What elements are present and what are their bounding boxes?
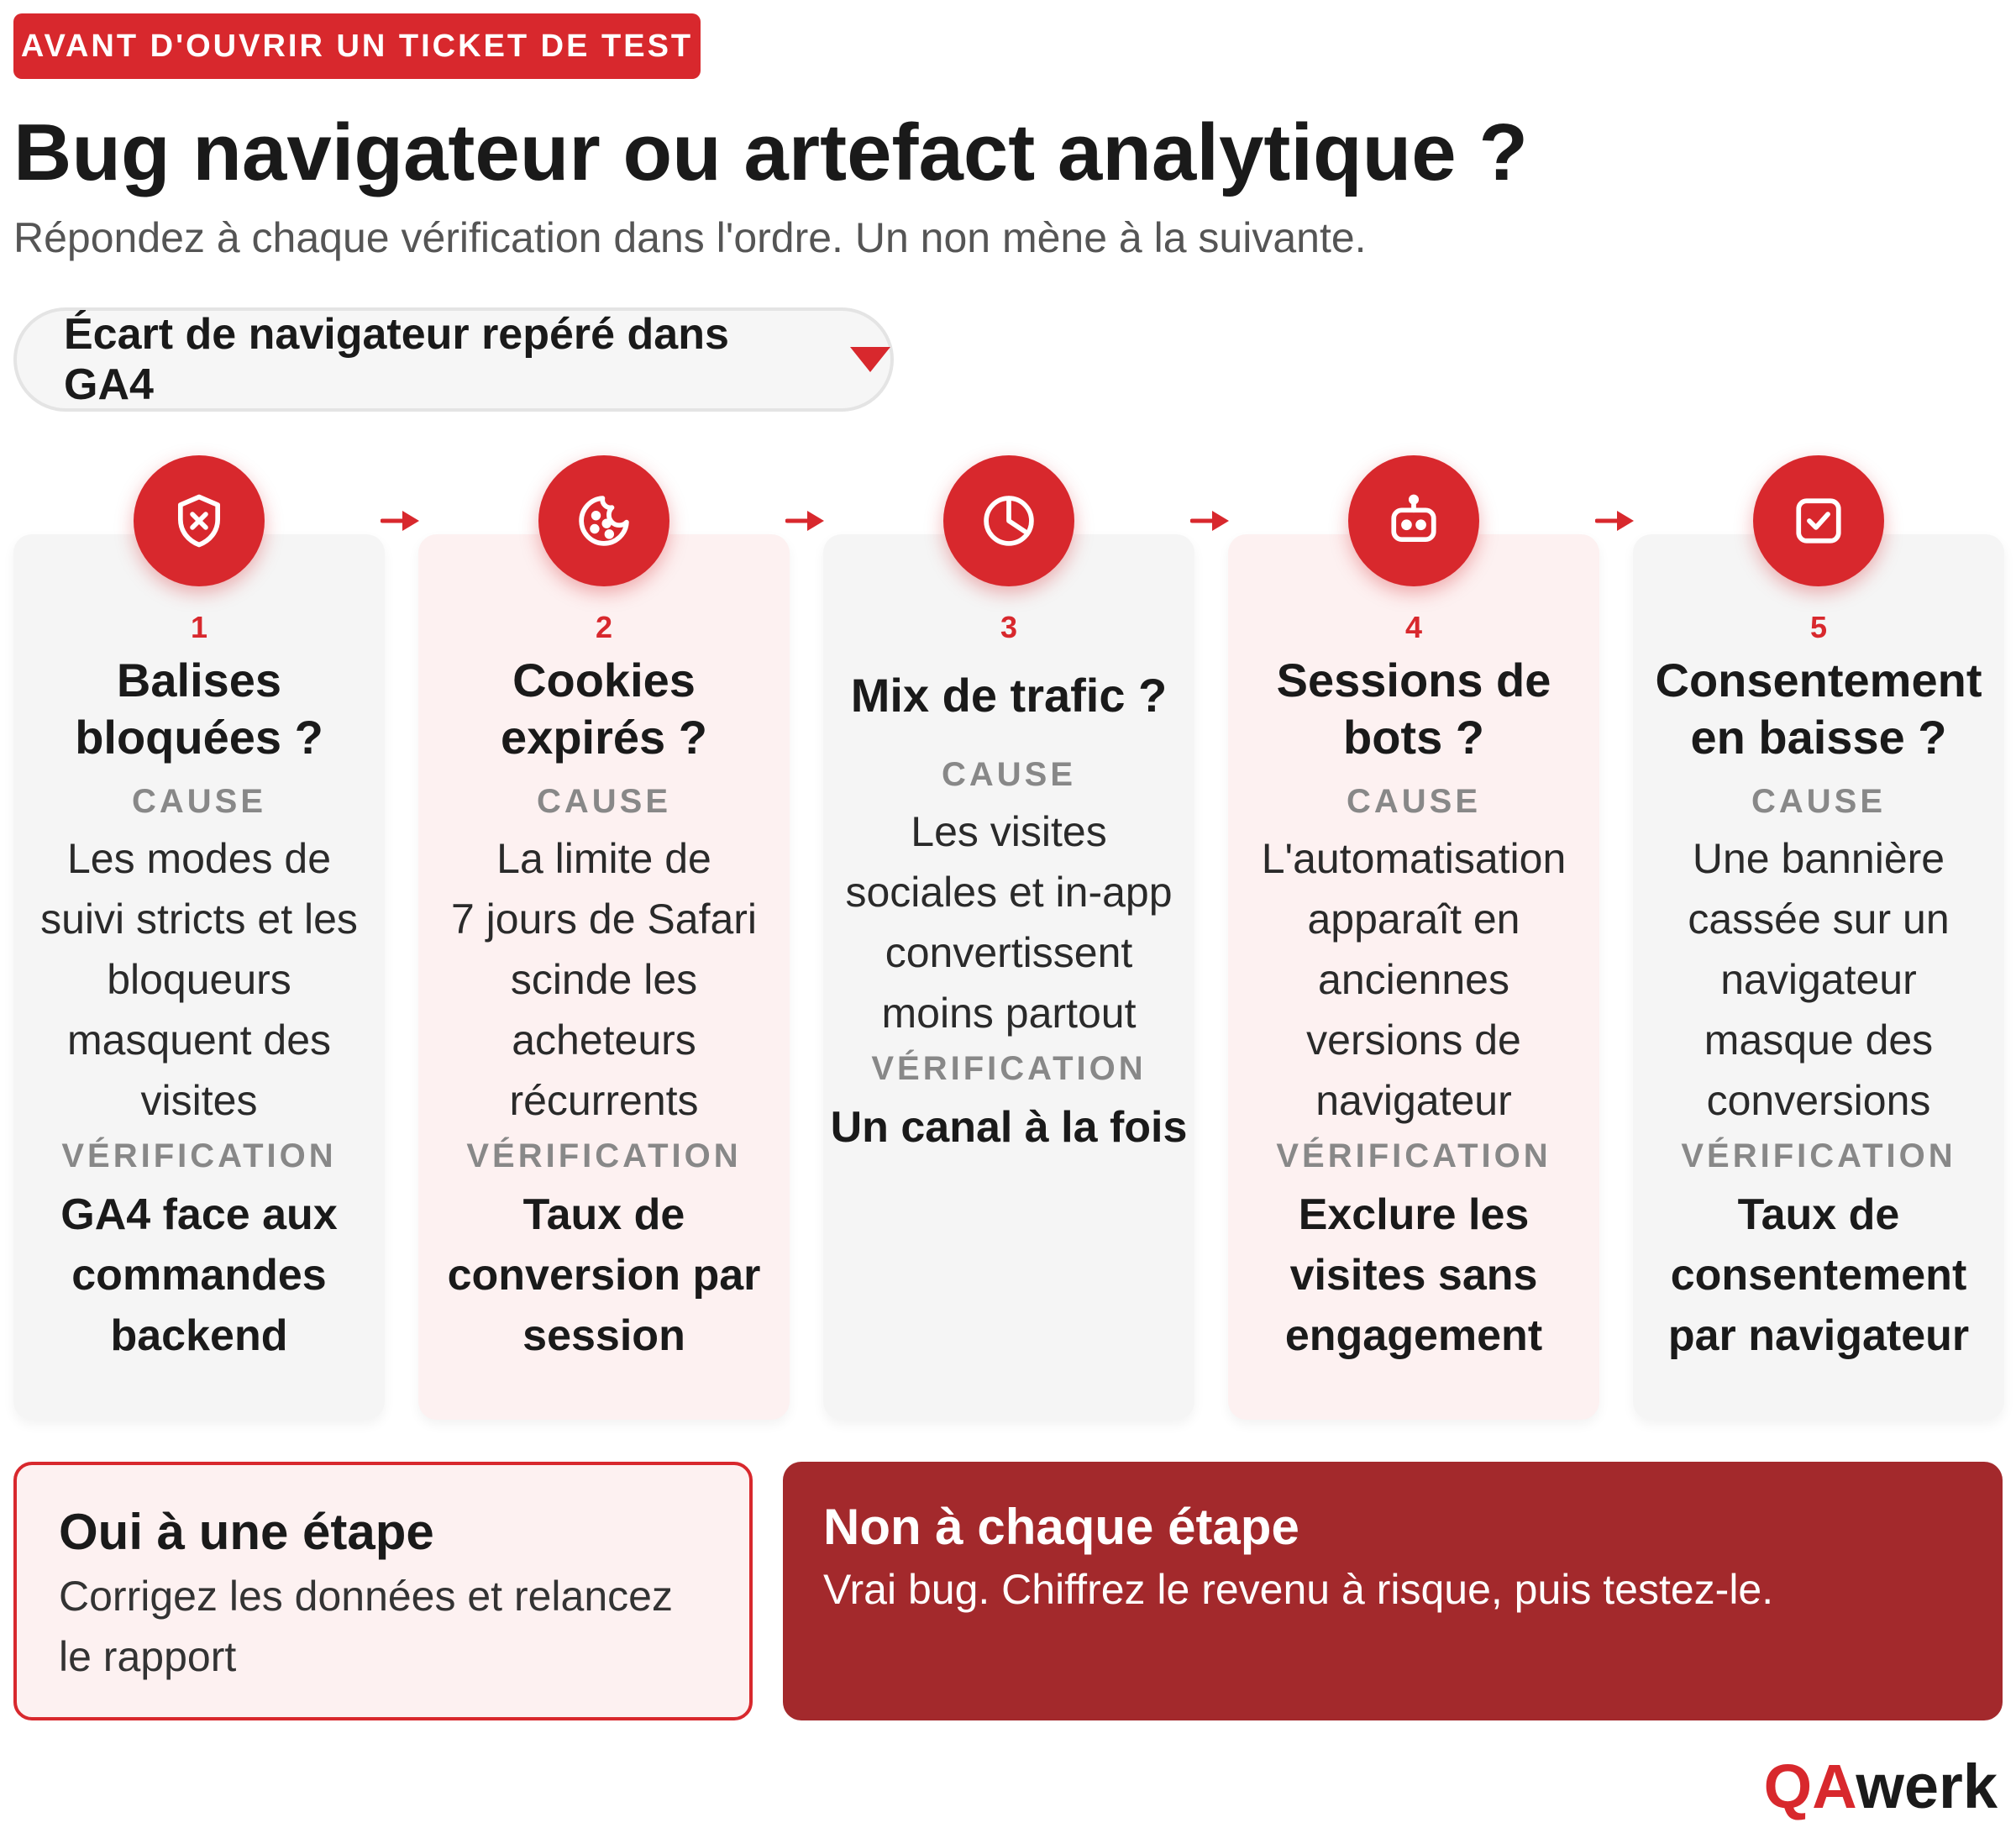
cause-text: [13, 828, 385, 1131]
outcome-no: [783, 1462, 2003, 1720]
step-title: [1633, 652, 2004, 766]
step-title: [418, 652, 790, 766]
cause-text: [1228, 828, 1599, 1131]
cause-line: versions de: [1306, 1016, 1521, 1064]
cause-line: anciennes: [1318, 956, 1509, 1003]
logo-part-werk: werk: [1856, 1752, 1998, 1821]
cause-line: visites: [140, 1077, 258, 1124]
page-title: Bug navigateur ou artefact analytique ?: [13, 108, 1528, 197]
cause-line: bloqueurs: [107, 956, 291, 1003]
start-pill: [13, 307, 894, 412]
cause-line: acheteurs: [512, 1016, 696, 1064]
cookie-icon: [572, 489, 636, 553]
arrow-right-icon: [785, 504, 827, 538]
cause-line: apparaît en: [1307, 896, 1520, 943]
step-content-1: [13, 607, 385, 1366]
header-tag: AVANT D'OUVRIR UN TICKET DE TEST: [13, 13, 701, 79]
cause-label: CAUSE: [536, 783, 672, 820]
cause-label: CAUSE: [131, 783, 267, 820]
cause-line: La limite de: [496, 835, 711, 882]
checkbox-icon: [1787, 489, 1851, 553]
cause-line: scinde les: [510, 956, 698, 1003]
cause-line: moins partout: [881, 990, 1137, 1037]
outcome-no-title: Non à chaque étape: [823, 1499, 1299, 1555]
step-number: 2: [595, 610, 613, 644]
cause-line: conversions: [1706, 1077, 1931, 1124]
start-label: Écart de navigateur repéré dans GA4: [64, 310, 729, 409]
arrow-right-icon: [1190, 504, 1232, 538]
step-number: 3: [1000, 610, 1018, 644]
cause-text: [823, 801, 1194, 1043]
check-text: [823, 1097, 1194, 1158]
step-title-line: Consentement: [1655, 654, 1982, 707]
step-title-line: Balises: [116, 654, 282, 707]
check-text: [1633, 1185, 2004, 1366]
step-number: 5: [1809, 610, 1828, 644]
arrow-right-icon: [1595, 504, 1637, 538]
check-line: consentement: [1670, 1251, 1967, 1300]
step-icon-badge-5: [1753, 455, 1884, 586]
shield-x-icon: [167, 489, 231, 553]
step-title-line: Cookies: [512, 654, 696, 707]
check-text: [1228, 1185, 1599, 1366]
bot-icon: [1382, 489, 1446, 553]
check-line: engagement: [1284, 1311, 1543, 1360]
cause-line: masquent des: [66, 1016, 332, 1064]
cause-line: convertissent: [885, 929, 1133, 976]
step-number: 1: [190, 610, 208, 644]
cause-line: 7 jours de Safari: [450, 896, 758, 943]
brand-logo: [1764, 1751, 1998, 1823]
logo-part-qa: QA: [1763, 1752, 1856, 1821]
step-icon-badge-2: [538, 455, 669, 586]
check-line: GA4 face aux: [60, 1190, 338, 1239]
check-line: backend: [110, 1311, 288, 1360]
outcome-no-text: Vrai bug. Chiffrez le revenu à risque, puis testez-le.: [823, 1566, 1774, 1613]
cause-line: L'automatisation: [1261, 835, 1567, 882]
step-icon-badge-4: [1348, 455, 1479, 586]
outcome-yes: [13, 1462, 753, 1720]
cause-line: récurrents: [509, 1077, 699, 1124]
pie-chart-icon: [977, 489, 1041, 553]
cause-line: Une bannière: [1692, 835, 1945, 882]
check-line: Taux de: [522, 1190, 685, 1239]
page-subtitle: Répondez à chaque vérification dans l'ordre. Un non mène à la suivante.: [13, 214, 1367, 261]
cause-text: [1633, 828, 2004, 1131]
check-line: visites sans: [1289, 1251, 1538, 1300]
check-line: Exclure les: [1298, 1190, 1530, 1239]
step-title-line: Sessions de: [1276, 654, 1551, 707]
caret-down-icon: [850, 347, 890, 372]
step-title-line: bloquées ?: [75, 711, 323, 764]
check-line: session: [522, 1311, 685, 1360]
check-line: Taux de: [1737, 1190, 1900, 1239]
cause-label: CAUSE: [1751, 783, 1887, 820]
step-title: [1228, 652, 1599, 766]
step-title-line: Mix de trafic ?: [850, 669, 1168, 722]
cause-line: masque des: [1704, 1016, 1934, 1064]
cause-line: Les visites: [911, 808, 1107, 855]
cause-line: navigateur: [1720, 956, 1917, 1003]
step-icon-badge-3: [943, 455, 1074, 586]
check-label: VÉRIFICATION: [61, 1137, 337, 1174]
check-label: VÉRIFICATION: [1681, 1137, 1956, 1174]
cause-label: CAUSE: [1346, 783, 1482, 820]
step-number: 4: [1404, 610, 1423, 644]
step-title-line: expirés ?: [501, 711, 707, 764]
outcome-yes-text: Corrigez les données et relancez le rapport: [59, 1573, 673, 1680]
check-line: conversion par: [447, 1251, 761, 1300]
step-content-3: [823, 607, 1194, 1158]
check-line: commandes: [71, 1251, 327, 1300]
check-line: Un canal à la fois: [830, 1103, 1188, 1152]
step-title-line: en baisse ?: [1690, 711, 1947, 764]
outcome-yes-title: Oui à une étape: [59, 1504, 434, 1560]
check-label: VÉRIFICATION: [466, 1137, 742, 1174]
cause-text: [418, 828, 790, 1131]
cause-line: navigateur: [1315, 1077, 1512, 1124]
cause-label: CAUSE: [941, 756, 1077, 793]
check-text: [418, 1185, 790, 1366]
cause-line: cassée sur un: [1688, 896, 1950, 943]
cause-line: sociales et in-app: [845, 869, 1173, 916]
step-content-4: [1228, 607, 1599, 1366]
cause-line: suivi stricts et les: [40, 896, 358, 943]
arrow-right-icon: [381, 504, 423, 538]
check-label: VÉRIFICATION: [871, 1050, 1147, 1087]
check-line: par navigateur: [1667, 1311, 1970, 1360]
cause-line: Les modes de: [66, 835, 332, 882]
step-title: [13, 652, 385, 766]
step-title: [823, 652, 1194, 739]
step-content-5: [1633, 607, 2004, 1366]
step-title-line: bots ?: [1343, 711, 1484, 764]
check-text: [13, 1185, 385, 1366]
check-label: VÉRIFICATION: [1276, 1137, 1551, 1174]
step-content-2: [418, 607, 790, 1366]
step-icon-badge-1: [134, 455, 265, 586]
